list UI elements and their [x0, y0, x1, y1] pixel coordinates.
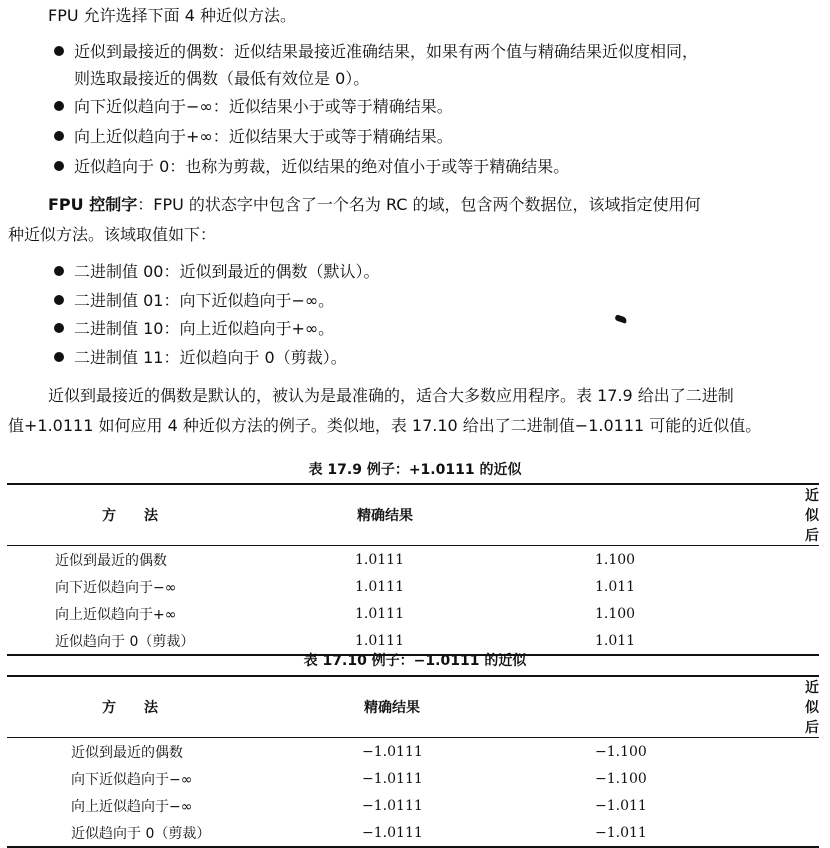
method-text: 近似到最接近的偶数：近似结果最接近准确结果，如果有两个值与精确结果近似度相同， — [74, 42, 699, 61]
cell-exact: −1.0111 — [362, 819, 595, 847]
cell-rounded: 1.100 — [595, 605, 636, 622]
cell-method: 向下近似趋向于−∞ — [55, 579, 177, 596]
control-text: ：FPU 的状态字中包含了一个名为 RC 的域，包含两个数据位，该域指定使用何 — [137, 195, 701, 214]
table1-caption: 表 17.9 例子：+1.0111 的近似 — [308, 462, 522, 478]
header-exact: 精确结果 — [362, 677, 595, 738]
bullet-icon — [54, 101, 64, 111]
rc-item — [54, 291, 334, 311]
header-method: 方 法 — [7, 677, 362, 738]
cell-method: 近似趋向于 0（剪裁） — [7, 627, 355, 655]
method-item — [54, 127, 453, 147]
cell-exact: 1.0111 — [355, 578, 404, 595]
bullet-icon — [54, 131, 64, 141]
table-row — [7, 600, 819, 627]
rc-text: 二进制值 01：向下近似趋向于−∞。 — [74, 291, 335, 310]
intro-text: FPU 允许选择下面 4 种近似方法。 — [48, 6, 297, 25]
method-continuation: 则选取最接近的偶数（最低有效位是 0）。 — [74, 69, 370, 88]
bullet-icon — [54, 352, 64, 362]
cell-exact: −1.0111 — [362, 743, 423, 760]
bullet-icon — [54, 323, 64, 333]
cell-method: 向下近似趋向于−∞ — [71, 771, 193, 788]
rc-text: 二进制值 11：近似趋向于 0（剪裁）。 — [74, 348, 347, 367]
table-row — [7, 738, 819, 766]
table-row — [7, 765, 819, 792]
cell-rounded: 1.011 — [595, 627, 819, 655]
cell-exact: 1.0111 — [355, 551, 404, 568]
bullet-icon — [54, 295, 64, 305]
control-paragraph-cont: 种近似方法。该域取值如下： — [8, 225, 217, 244]
cell-rounded: −1.100 — [595, 770, 647, 787]
rc-text: 二进制值 10：向上近似趋向于+∞。 — [74, 319, 335, 338]
table-row — [7, 819, 819, 847]
summary-paragraph: 近似到最接近的偶数是默认的，被认为是最准确的，适合大多数应用程序。表 17.9 给出了二进制 — [48, 386, 734, 405]
rc-text: 二进制值 00：近似到最近的偶数（默认）。 — [74, 262, 380, 281]
cell-exact: 1.0111 — [355, 605, 404, 622]
bullet-icon — [54, 161, 64, 171]
rc-item — [54, 262, 379, 282]
header-rounded: 近似后 — [595, 485, 819, 546]
table-row — [7, 573, 819, 600]
cell-rounded: 1.011 — [595, 578, 636, 595]
ink-speck — [614, 314, 627, 323]
cell-method: 近似趋向于 0（剪裁） — [7, 819, 362, 847]
header-method: 方 法 — [7, 485, 355, 546]
cell-exact: 1.0111 — [355, 627, 595, 655]
bullet-icon — [54, 266, 64, 276]
header-exact: 精确结果 — [355, 485, 595, 546]
summary-paragraph-cont: 值+1.0111 如何应用 4 种近似方法的例子。类似地，表 17.10 给出了二进制值−1.0111 可能的近似值。 — [8, 416, 762, 435]
method-text: 近似趋向于 0：也称为剪裁，近似结果的绝对值小于或等于精确结果。 — [74, 157, 570, 176]
cell-exact: −1.0111 — [362, 797, 423, 814]
header-rounded: 近似后 — [595, 677, 819, 738]
table1 — [7, 485, 819, 656]
cell-exact: −1.0111 — [362, 770, 423, 787]
cell-rounded: −1.011 — [595, 819, 819, 847]
method-item — [54, 157, 569, 177]
rc-item — [54, 319, 334, 339]
method-text: 向上近似趋向于+∞：近似结果大于或等于精确结果。 — [74, 127, 453, 146]
table2-caption: 表 17.10 例子：−1.0111 的近似 — [303, 653, 527, 669]
cell-rounded: −1.011 — [595, 797, 647, 814]
table-row — [7, 546, 819, 574]
rc-item — [54, 348, 347, 368]
method-item — [54, 97, 453, 117]
table2 — [7, 677, 819, 848]
table-header-row — [7, 485, 819, 546]
control-paragraph — [48, 195, 701, 215]
cell-method: 向上近似趋向于−∞ — [71, 798, 193, 815]
cell-rounded: −1.100 — [595, 743, 647, 760]
cell-method: 向上近似趋向于+∞ — [55, 606, 177, 623]
control-title: FPU 控制字 — [48, 195, 138, 214]
cell-method: 近似到最近的偶数 — [71, 744, 183, 761]
bullet-icon — [54, 46, 64, 56]
cell-method: 近似到最近的偶数 — [55, 552, 167, 569]
method-text: 向下近似趋向于−∞：近似结果小于或等于精确结果。 — [74, 97, 453, 116]
method-item — [54, 42, 698, 62]
cell-rounded: 1.100 — [595, 551, 636, 568]
table-row — [7, 792, 819, 819]
table-header-row — [7, 677, 819, 738]
